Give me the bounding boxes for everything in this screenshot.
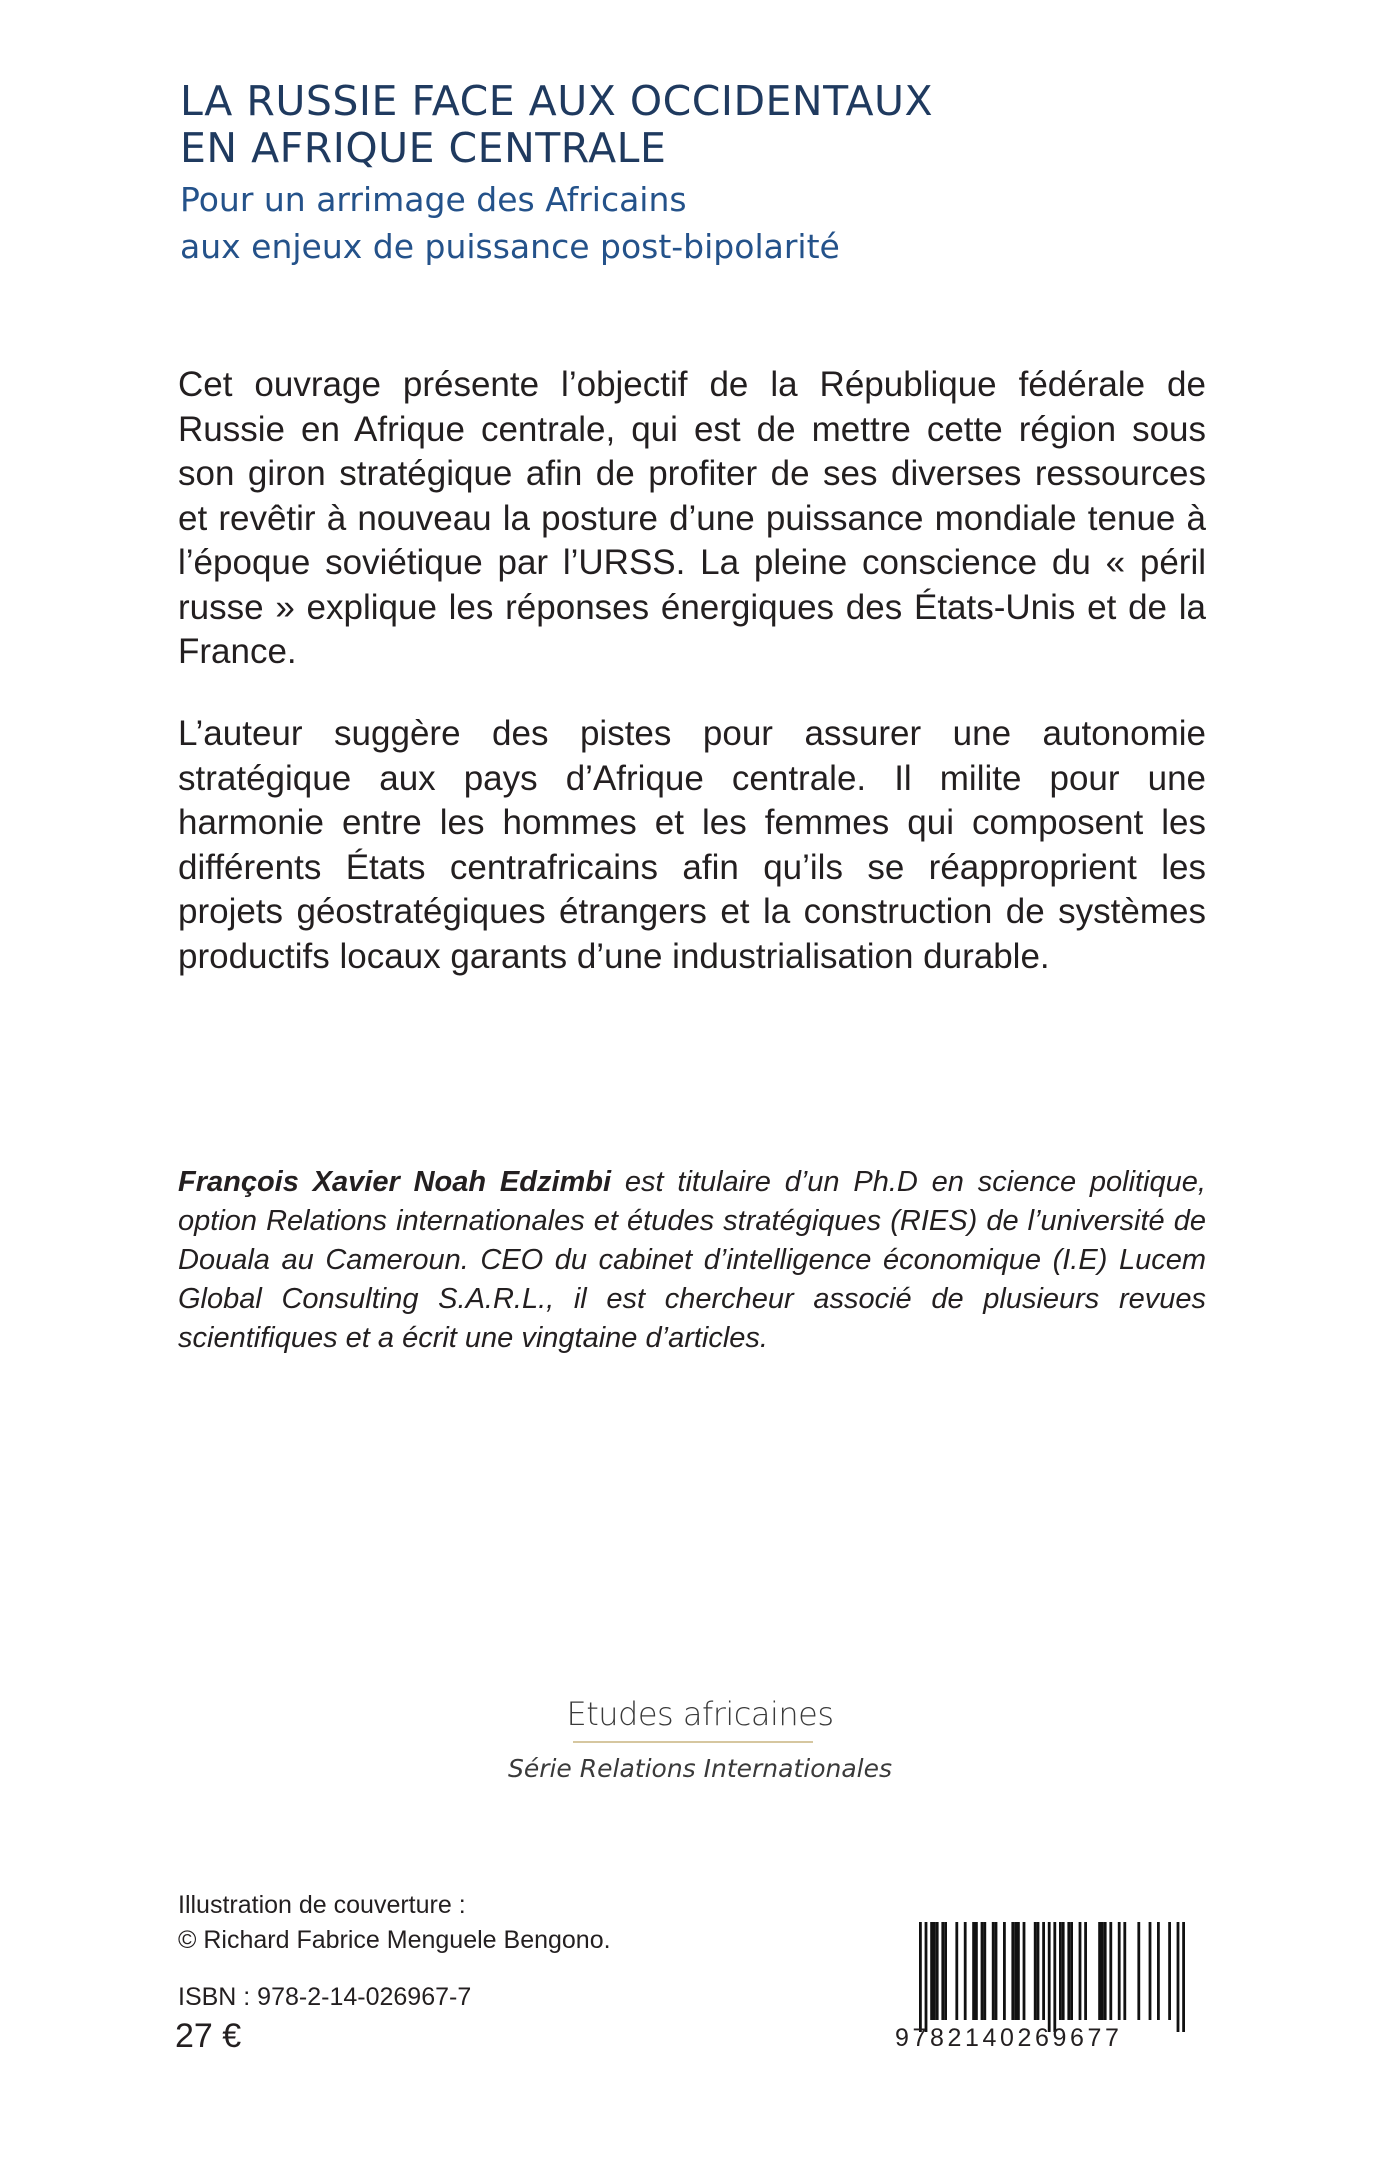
barcode-bar bbox=[1168, 1922, 1171, 2020]
barcode-digits: 9782140269677 bbox=[895, 2024, 1123, 2052]
barcode-bar bbox=[983, 1922, 986, 2020]
barcode-bar bbox=[1149, 1922, 1152, 2020]
barcode-bar bbox=[936, 1922, 939, 2020]
collection-name: Etudes africaines bbox=[566, 1695, 834, 1733]
barcode-bar bbox=[1059, 1922, 1062, 2020]
title-line-1: LA RUSSIE FACE AUX OCCIDENTAUX bbox=[180, 77, 934, 125]
title-block bbox=[180, 78, 1280, 270]
barcode-bar bbox=[1003, 1922, 1006, 2020]
summary-paragraph-1 bbox=[178, 363, 1206, 675]
subtitle-line-2: aux enjeux de puissance post-bipolarité bbox=[180, 227, 840, 266]
book-title bbox=[180, 78, 1280, 172]
barcode-bar bbox=[1177, 1922, 1180, 2032]
barcode-bar bbox=[955, 1922, 958, 2020]
barcode-bar bbox=[964, 1922, 967, 2020]
barcode-bar bbox=[930, 1922, 933, 2020]
barcode-bar bbox=[992, 1922, 995, 2020]
barcode-bar bbox=[1017, 1922, 1020, 2020]
title-line-2: EN AFRIQUE CENTRALE bbox=[180, 124, 667, 172]
author-bio bbox=[178, 1163, 1206, 1358]
isbn: ISBN : 978-2-14-026967-7 bbox=[178, 1983, 472, 2011]
barcode-bar bbox=[1098, 1922, 1101, 2020]
book-subtitle bbox=[180, 176, 1280, 270]
credit-name: © Richard Fabrice Menguele Bengono. bbox=[178, 1926, 611, 1954]
barcode-bar bbox=[1182, 1922, 1185, 2032]
barcode-bar bbox=[1037, 1922, 1040, 2020]
barcode-bar bbox=[1157, 1922, 1160, 2020]
cover-credit bbox=[178, 1888, 611, 1958]
barcode-bar bbox=[919, 1922, 922, 2032]
summary-paragraph-2-text: L’auteur suggère des pistes pour assurer une autonomie stratégique aux pays d’Afrique centrale. Il milite pour une harmonie entre les hommes et les femmes qui composent les différents États centrafricains afin qu’ils se réapproprient les projets géostratégiques étrangers et la construction de systèmes productifs locaux garants d’une industrialisation durable. bbox=[178, 714, 1206, 976]
barcode-bar bbox=[1104, 1922, 1107, 2020]
barcode-bar bbox=[1118, 1922, 1121, 2020]
subtitle-line-1: Pour un arrimage des Africains bbox=[180, 180, 687, 219]
collection-divider bbox=[573, 1741, 813, 1743]
barcode-bar bbox=[1079, 1922, 1082, 2020]
author-bio-text: est titulaire d’un Ph.D en science politique, option Relations internationales et études stratégiques (RIES) de l’université de Douala au Cameroun. CEO du cabinet d’intelligence économique (I.E) Lucem Global Consulting S.A.R.L., il est chercheur associé de plusieurs revues scientifiques et a écrit une vingtaine d’articles. bbox=[178, 1166, 1206, 1354]
barcode-bar bbox=[1084, 1922, 1087, 2020]
price: 27 € bbox=[175, 2017, 242, 2055]
barcode-bar bbox=[941, 1922, 944, 2020]
barcode-bar bbox=[1067, 1922, 1070, 2020]
barcode-bar bbox=[1070, 1922, 1073, 2020]
barcode-bar bbox=[944, 1922, 947, 2020]
author-name: François Xavier Noah Edzimbi bbox=[178, 1166, 612, 1198]
barcode-bar bbox=[1137, 1922, 1140, 2020]
summary-paragraph-2 bbox=[178, 712, 1206, 979]
barcode-bar bbox=[975, 1922, 978, 2020]
barcode-bar bbox=[995, 1922, 998, 2020]
barcode-bar bbox=[933, 1922, 936, 2020]
barcode-bar bbox=[981, 1922, 984, 2020]
barcode-bar bbox=[1062, 1922, 1065, 2020]
collection-series: Série Relations Internationales bbox=[507, 1754, 893, 1783]
barcode-bar bbox=[925, 1922, 928, 2032]
barcode-bar bbox=[1042, 1922, 1045, 2020]
barcode-bar bbox=[1048, 1922, 1051, 2032]
barcode-bar bbox=[1053, 1922, 1056, 2032]
barcode-bar bbox=[1014, 1922, 1017, 2020]
barcode-bar bbox=[1123, 1922, 1126, 2020]
barcode-bar bbox=[1101, 1922, 1104, 2020]
credit-label: Illustration de couverture : bbox=[178, 1891, 466, 1919]
summary-paragraph-1-text: Cet ouvrage présente l’objectif de la République fédérale de Russie en Afrique centrale, qui est de mettre cette région sous son giron stratégique afin de profiter de ses diverses ressources et revêtir à nouveau la posture d’une puissance mondiale tenue à l’époque soviétique par l’URSS. La pleine conscience du « péril russe » explique les réponses énergiques des États-Unis et de la France. bbox=[178, 365, 1206, 671]
barcode-bar bbox=[1034, 1922, 1037, 2020]
barcode-bar bbox=[972, 1922, 975, 2020]
barcode-bar bbox=[1023, 1922, 1026, 2020]
barcode-bar bbox=[1011, 1922, 1014, 2020]
barcode-bar bbox=[1109, 1922, 1112, 2020]
